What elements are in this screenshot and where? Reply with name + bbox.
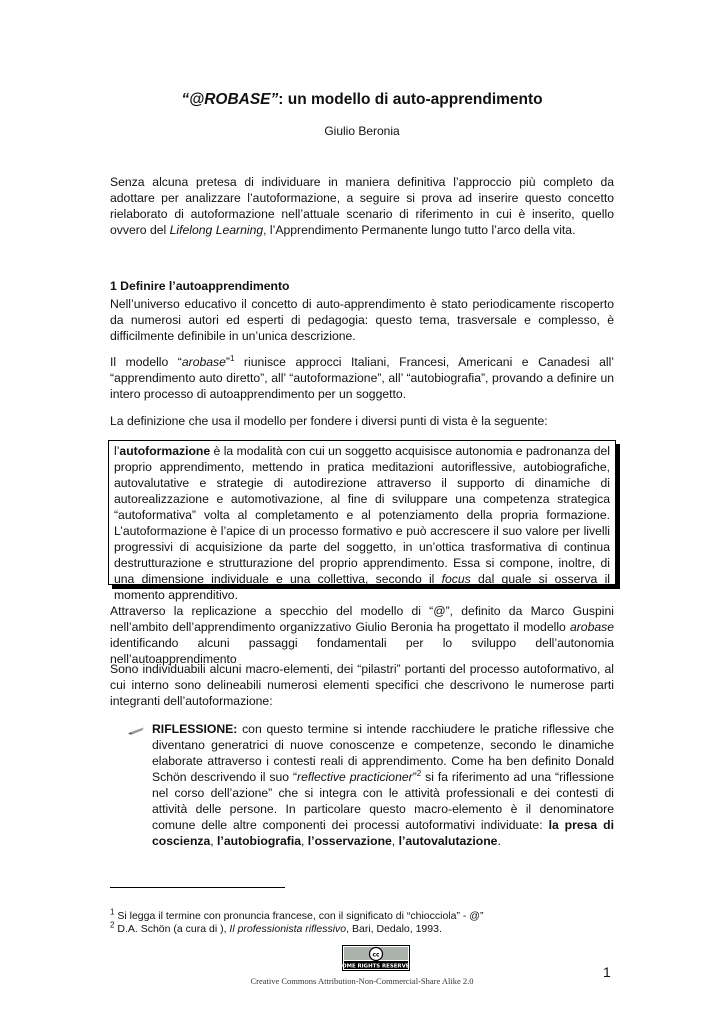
page-number: 1 (603, 964, 611, 980)
document-title (0, 90, 724, 110)
def-focus: focus (441, 572, 471, 586)
definition-box-text (108, 440, 616, 602)
author-name: Giulio Beronia (324, 124, 400, 138)
footnote-1 (110, 909, 483, 923)
footnote-1-number: 1 (110, 907, 115, 917)
keyword-autobiografia: l’autobiografia (217, 834, 302, 848)
footnote-2-text-c: , Bari, Dedalo, 1993. (346, 923, 442, 935)
keyword-osservazione: l’osservazione (307, 834, 392, 848)
footnote-2 (110, 922, 442, 936)
cc-icon (370, 948, 383, 961)
footnote-2-number: 2 (110, 920, 115, 930)
separator-2: , (301, 834, 308, 848)
cc-license-logo[interactable] (338, 945, 414, 971)
p2-text-a: Il modello “ (110, 355, 182, 369)
p4-text-a: Attraverso la replicazione a specchio del modello di “@”, definito da Marco Guspini nell’ambito dell’apprendimento organizzativo Giulio Beronia ha progettato il modello (110, 604, 614, 634)
keyword-coscienza: la presa di coscienza (152, 818, 614, 848)
footnote-2-text-a: D.A. Schön (a cura di ), (114, 923, 230, 935)
section-paragraph-1: Nell’universo educativo il concetto di auto-apprendimento è stato periodicamente riscoperto da numerosi autori ed esperti di pedagogia: questo tema, trasversale e complesso, è difficilmente definibile in un’unica descrizione. (110, 297, 614, 343)
def-text-a: l’ (114, 444, 120, 458)
intro-text-a: Senza alcuna pretesa di individuare in maniera definitiva l’approccio più completo da adottare per analizzare l’autoformazione, a seguire si prova ad inserire questo concetto rielaborato di autoformazione nell’attuale scenario di riferimento in cui è inserito, quello ovvero del (110, 175, 614, 237)
keyword-autovalutazione: l’autovalutazione (398, 834, 498, 848)
footnote-divider (110, 887, 285, 888)
section-paragraph-2 (110, 354, 614, 402)
svg-text:cc: cc (372, 951, 380, 959)
p4-text-c: identificando alcuni passaggi fondamentali per lo sviluppo dell’autonomia nell’autoapprendimento (110, 636, 614, 666)
pencil-bullet-icon (128, 727, 144, 737)
bullet-text-d: si fa riferimento ad una “riflessione nel corso dell’azione” che si integra con le attività professionali e dei contesti di attività delle persone. In particolare questo macro-elemento è il denominatore comune delle altre componenti dei processi autoformativi individuate: (152, 770, 614, 832)
def-text-e: dal quale si osserva il momento apprenditivo. (114, 572, 610, 602)
footnote-1-text: Si legga il termine con pronuncia francese, con il significato di “chiocciola” - @” (114, 910, 484, 922)
footnote-2-title: Il professionista riflessivo (229, 923, 347, 935)
separator-1: , (210, 834, 218, 848)
def-text-c: è la modalità con cui un soggetto acquisisce autonomia e padronanza del proprio apprendimento, mettendo in pratica meditazioni autoriflessive, autobiografiche, autovalutative e strategie di autodirezione attraverso il supporto di dinamiche di autorealizzazione e automotivazione, al fine di sviluppare una competenza strategica “autoformativa” volta al completamento e al potenziamento della propria formazione. L’autoformazione è l’apice di un processo formativo e può accrescere il suo valore per livelli progressivi di acquisizione da parte del soggetto, in un’ottica trasformativa di continua destrutturazione e strutturazione del proprio apprendimento. Essa si compone, inoltre, di una dimensione individuale e una collettiva, secondo il (114, 444, 610, 586)
bullet-italic-term: reflective practicioner (297, 770, 413, 784)
p4-arobase: arobase (569, 620, 614, 634)
bullet-quote: ” (412, 770, 417, 784)
title-rest: : un modello di auto-apprendimento (278, 91, 543, 108)
intro-paragraph (110, 174, 614, 238)
title-robase: “@ROBASE” (181, 91, 279, 108)
footnote-ref-1: 1 (229, 353, 235, 363)
bullet-end: . (497, 834, 501, 848)
cc-logo-text: SOME RIGHTS RESERVED (338, 963, 414, 970)
p2-quote: ” (225, 355, 230, 369)
separator-3: , (391, 834, 399, 848)
bullet-label: RIFLESSIONE: (152, 722, 238, 736)
paragraph-5: Sono individuabili alcuni macro-elementi, dei “pilastri” portanti del processo autoformativo, al cui interno sono delineabili numerosi elementi specifici che descrivono le numerose parti integranti dell’autoformazione: (110, 662, 614, 708)
intro-text-italic: Lifelong Learning (169, 223, 264, 237)
p2-arobase: arobase (181, 355, 226, 369)
license-text: Creative Commons Attribution-Non-Commercial-Share Alike 2.0 (250, 976, 474, 986)
bullet-riflessione (152, 721, 614, 849)
p2-text-d: riunisce approcci Italiani, Francesi, Americani e Canadesi all’ “apprendimento auto diretto”, all’ “autoformazione”, all’ “autobiografia”, provando a definire un intero processo di autoapprendimento per un soggetto. (110, 355, 614, 401)
def-term: autoformazione (119, 444, 211, 458)
intro-text-c: , l’Apprendimento Permanente lungo tutto l’arco della vita. (263, 223, 576, 237)
definition-box (108, 440, 616, 602)
section-heading: 1 Definire l’autoapprendimento (110, 279, 290, 293)
footnote-ref-2: 2 (416, 768, 422, 778)
paragraph-4 (110, 603, 614, 667)
bullet-text-a: con questo termine si intende racchiudere le pratiche riflessive che diventano generatrici di nuove conoscenze e competenze, secondo le dinamiche elaborate attraverso i contesti reali di apprendimento. Come ha ben definito Donald Schön descrivendo il suo “ (152, 722, 614, 784)
section-paragraph-3: La definizione che usa il modello per fondere i diversi punti di vista è la seguente: (110, 414, 548, 428)
